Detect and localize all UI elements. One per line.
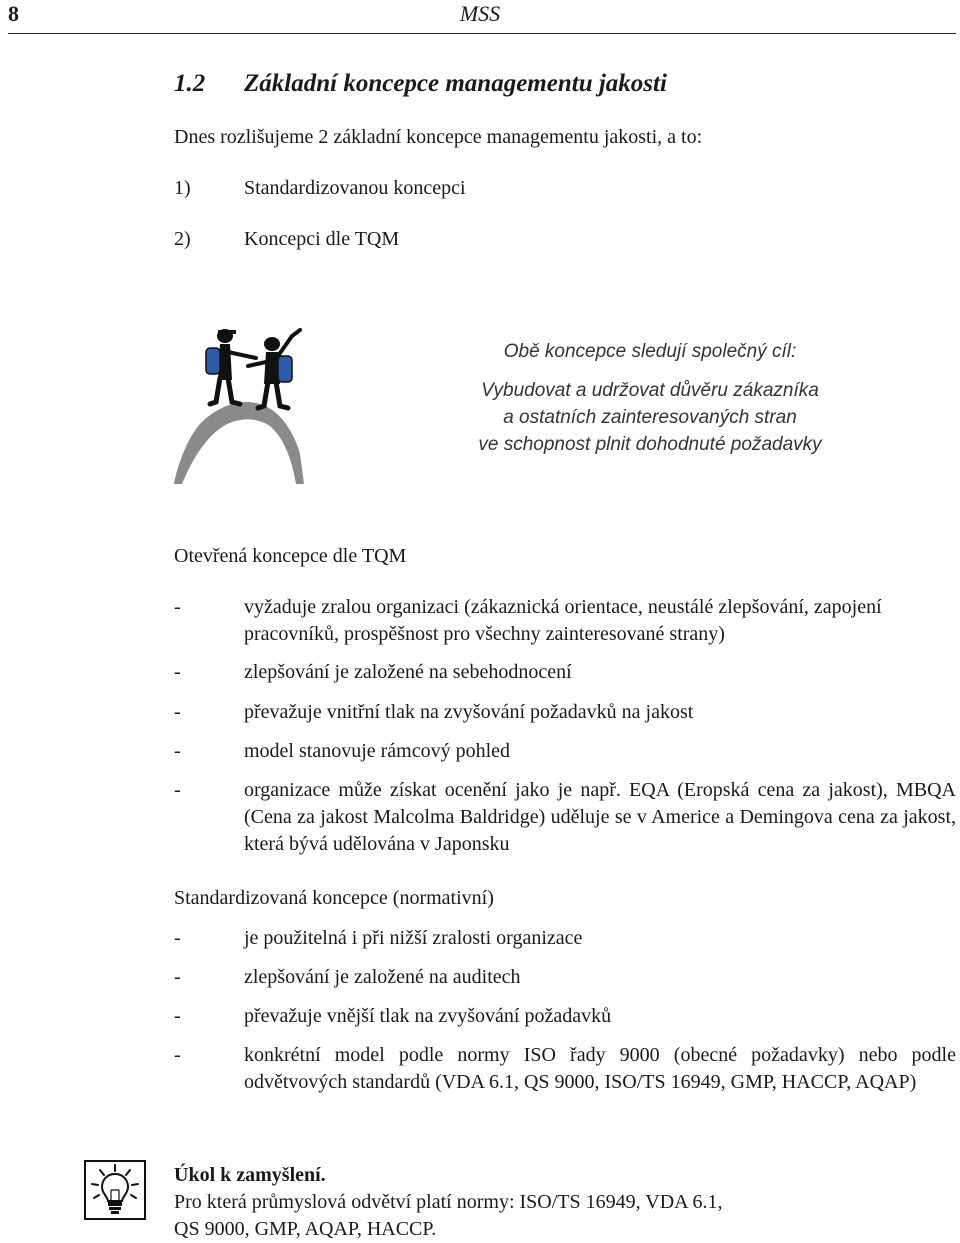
concept-item: 1) Standardizovanou koncepci: [174, 177, 466, 199]
list-item: - vyžaduje zralou organizaci (zákaznická orientace, neustálé zlepšování, zapojení pracovníků, prospěšnost pro všechny zainteresované strany): [174, 596, 882, 645]
section-number: 1.2: [174, 70, 206, 97]
quote-line: Obě koncepce sledují společný cíl:: [503, 341, 797, 362]
tqm-heading: Otevřená koncepce dle TQM: [174, 545, 407, 567]
section-title: Základní koncepce managementu jakosti: [244, 70, 667, 97]
standard-heading: Standardizovaná koncepce (normativní): [174, 887, 494, 909]
task-title: Úkol k zamyšlení.: [174, 1164, 326, 1186]
header-divider: [8, 33, 956, 34]
list-item: - zlepšování je založené na sebehodnocení: [174, 661, 572, 683]
intro-paragraph: Dnes rozlišujeme 2 základní koncepce managementu jakosti, a to:: [174, 126, 703, 148]
list-item: - organizace může získat ocenění jako je např. EQA (Eropská cena za jakost), MBQA (Cena za jakost Malcolma Baldridge) uděluje se v Americe a Demingova cena za jakost, která bývá udělována v Japonsku: [174, 779, 956, 855]
two-climbers-on-summit-illustration: [168, 322, 318, 487]
page-number: 8: [8, 1, 19, 26]
quote-line: Vybudovat a udržovat důvěru zákazníka: [481, 380, 819, 401]
climber-right: [248, 330, 300, 408]
list-item: - konkrétní model podle normy ISO řady 9000 (obecné požadavky) nebo podle odvětvových standardů (VDA 6.1, QS 9000, ISO/TS 16949, GMP, HACCP, AQAP): [174, 1044, 956, 1093]
task-question-line: Pro která průmyslová odvětví platí normy: ISO/TS 16949, VDA 6.1,: [174, 1191, 723, 1213]
mountain-shape: [174, 402, 304, 484]
quote-line: a ostatních zainteresovaných stran: [503, 407, 797, 428]
task-question-line: QS 9000, GMP, AQAP, HACCP.: [174, 1218, 437, 1240]
quote-line: ve schopnost plnit dohodnuté požadavky: [478, 434, 822, 455]
running-title: MSS: [459, 1, 501, 26]
concept-item: 2) Koncepci dle TQM: [174, 228, 400, 250]
section-heading: [174, 68, 667, 100]
lightbulb-icon: [84, 1160, 146, 1220]
list-item: - převažuje vnější tlak na zvyšování požadavků: [174, 1005, 612, 1027]
list-item: - převažuje vnitřní tlak na zvyšování požadavků na jakost: [174, 701, 694, 723]
list-item: - model stanovuje rámcový pohled: [174, 740, 511, 762]
list-item: - zlepšování je založené na auditech: [174, 966, 521, 988]
list-item: - je použitelná i při nižší zralosti organizace: [174, 927, 583, 949]
